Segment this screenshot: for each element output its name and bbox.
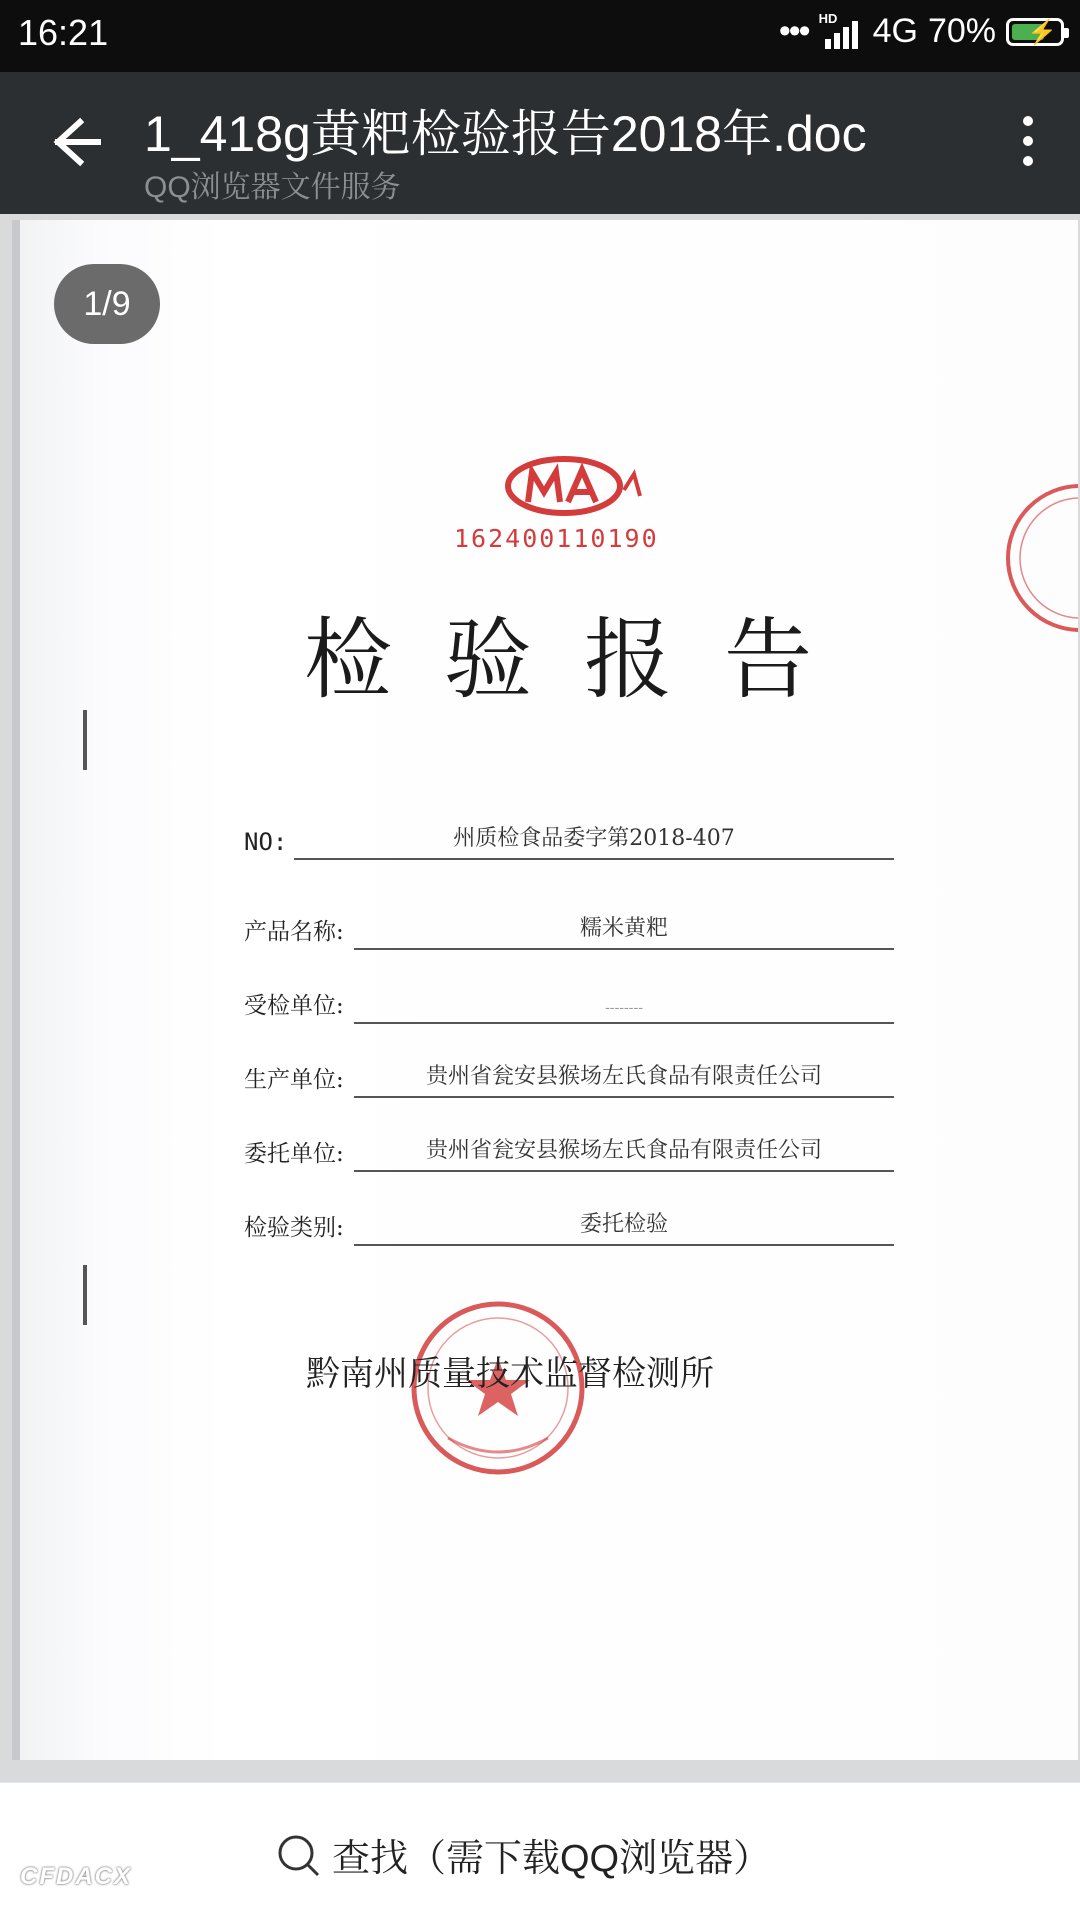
inspection-type-field [244,1206,894,1246]
field-value: 州质检食品委字第2018-407 [453,826,735,851]
field-value: 委托检验 [579,1212,668,1237]
field-label: 检验类别: [244,1215,344,1241]
field-value: 贵州省瓮安县猴场左氏食品有限责任公司 [425,1064,822,1089]
cma-logo-icon [502,452,662,522]
page-indicator: 1/9 [54,264,160,344]
more-options-icon[interactable] [1020,116,1036,176]
staple-mark [83,710,87,770]
back-arrow-icon[interactable] [40,110,104,174]
network-type: 4G [872,12,918,50]
field-label: 受检单位: [244,993,344,1019]
find-label: 查找（需下载QQ浏览器） [332,1838,772,1880]
product-name-field [244,910,894,950]
page-spine [12,220,20,1760]
document-page [12,220,1078,1760]
inspected-unit-field [244,984,894,1024]
find-button[interactable] [276,1827,771,1882]
status-bar [0,0,1080,72]
field-label: NO: [244,828,288,856]
staple-mark [83,1265,87,1325]
field-value: -------- [605,1000,643,1016]
field-value: 糯米黄粑 [579,916,668,941]
field-value: 贵州省瓮安县猴场左氏食品有限责任公司 [425,1138,822,1163]
battery-icon: ⚡ [1006,18,1064,46]
client-field [244,1132,894,1172]
document-viewer[interactable] [0,214,1080,1782]
field-label: 委托单位: [244,1141,344,1167]
field-label: 产品名称: [244,919,344,945]
app-header [0,72,1080,214]
issuing-authority: 黔南州质量技术监督检测所 [306,1354,714,1394]
document-title: 1_418g黄粑检验报告2018年.doc [144,106,867,162]
notification-dots: ••• [778,12,809,50]
search-icon [276,1833,320,1877]
report-number-field [244,820,894,860]
bottom-bar [0,1782,1080,1921]
field-label: 生产单位: [244,1067,344,1093]
producer-field [244,1058,894,1098]
status-time: 16:21 [18,12,109,53]
red-seal-stamp [1000,478,1078,638]
certification-number: 162400110190 [454,524,659,553]
battery-percent: 70% [927,12,996,50]
document-subtitle: QQ浏览器文件服务 [144,171,401,204]
hd-badge: HD [818,10,838,26]
signal-icon [818,10,863,49]
status-icons [779,12,1064,51]
report-title: 检验报告 [304,608,865,711]
watermark: CFDACX [20,1863,132,1890]
